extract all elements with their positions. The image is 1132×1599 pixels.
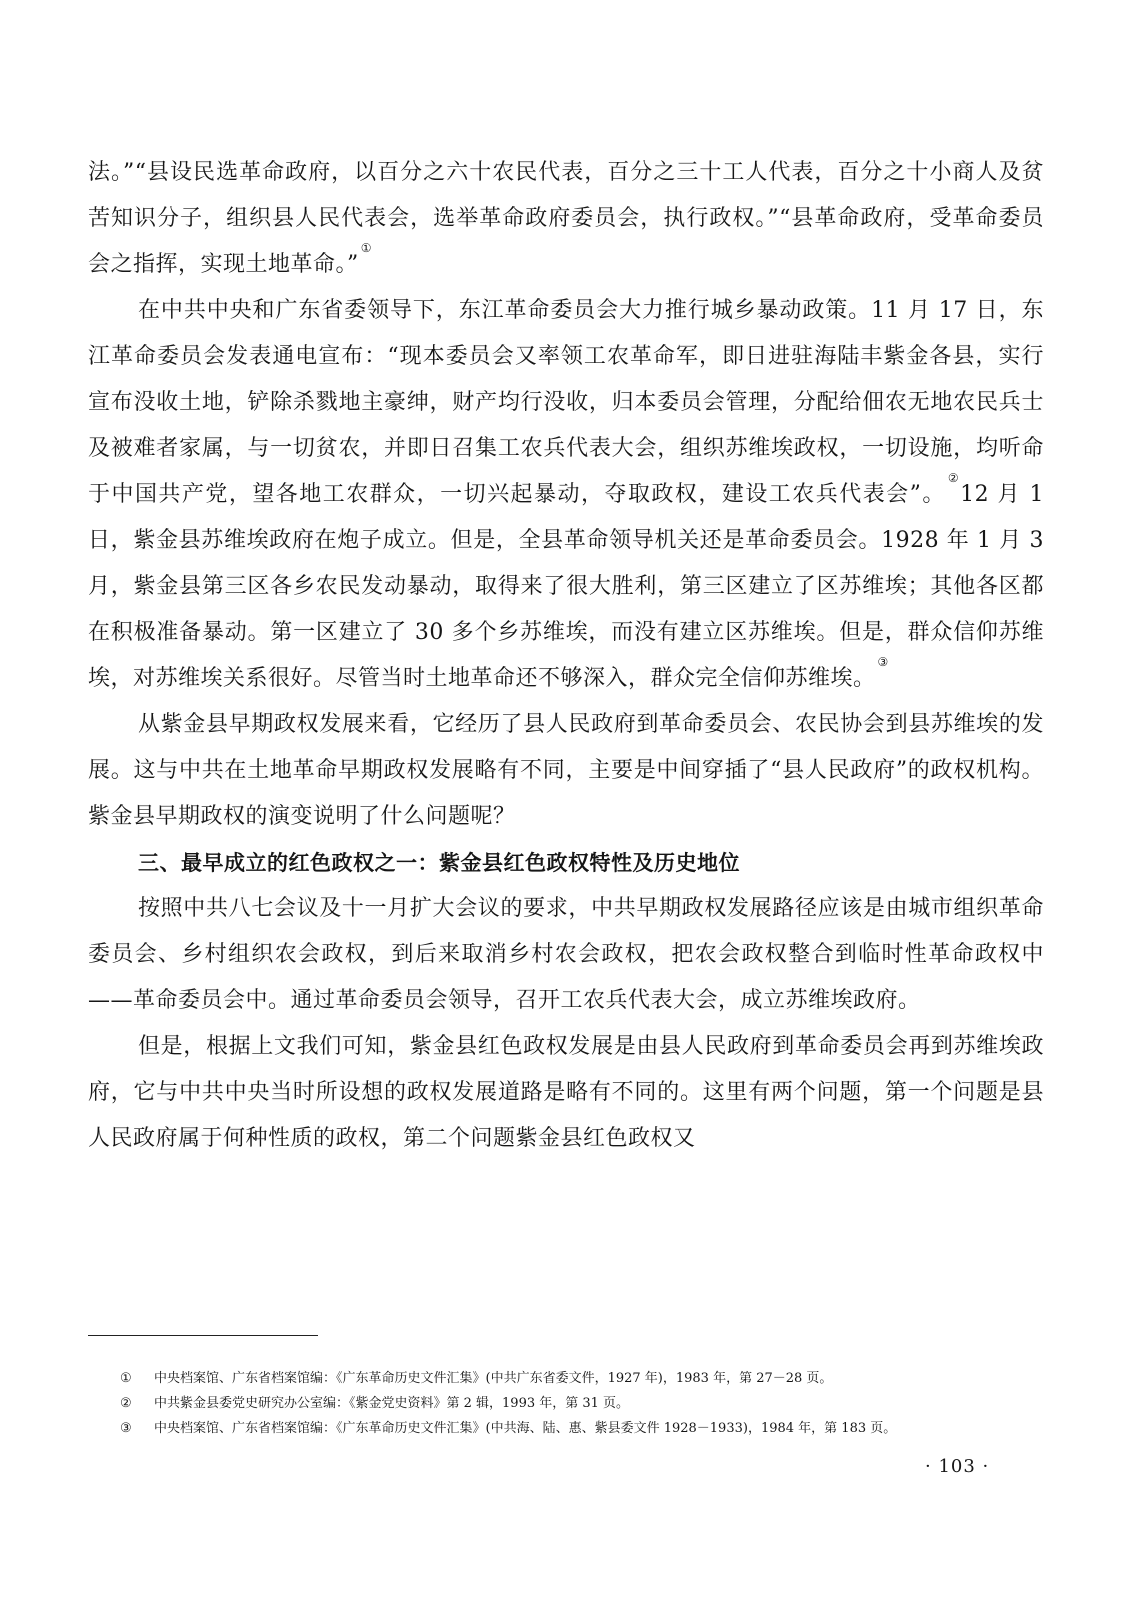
paragraph: [88, 702, 1044, 840]
paragraph-text: 按照中共八七会议及十一月扩大会议的要求，中共早期政权发展路径应该是由城市组织革命委员会、乡村组织农会政权，到后来取消乡村农会政权，把农会政权整合到临时性革命政权中——革命委员会中。通过革命委员会领导，召开工农兵代表大会，成立苏维埃政府。: [88, 896, 1044, 1013]
footnote-item: [120, 1393, 1060, 1415]
paragraph-text: 从紫金县早期政权发展来看，它经历了县人民政府到革命委员会、农民协会到县苏维埃的发展。这与中共在土地革命早期政权发展略有不同，主要是中间穿插了“县人民政府”的政权机构。紫金县早期政权的演变说明了什么问题呢？: [88, 712, 1044, 829]
footnote-mark: ②: [120, 1396, 132, 1411]
section-heading: 三、最早成立的红色政权之一：紫金县红色政权特性及历史地位: [138, 851, 740, 875]
footnote-ref: ③: [877, 655, 889, 669]
footnote-divider: [88, 1335, 318, 1336]
paragraph-continuation: [88, 150, 1044, 288]
footnote-text: 中共紫金县委党史研究办公室编：《紫金党史资料》第 2 辑，1993 年，第 31 页。: [154, 1396, 630, 1411]
footnote-item: [120, 1368, 1060, 1390]
footnote-mark: ③: [120, 1421, 132, 1436]
paragraph: [88, 1024, 1044, 1162]
paragraph-text-tail: 12 月 1 日，紫金县苏维埃政府在炮子成立。但是，全县革命领导机关还是革命委员会。1928 年 1 月 3 月，紫金县第三区各乡农民发动暴动，取得来了很大胜利，第三区建立了区苏维埃；其他各区都在积极准备暴动。第一区建立了 30 多个乡苏维埃，而没有建立区苏维埃。但是，群众信仰苏维埃，对苏维埃关系很好。尽管当时土地革命还不够深入，群众完全信仰苏维埃。: [88, 482, 1044, 691]
paragraph-text: 在中共中央和广东省委领导下，东江革命委员会大力推行城乡暴动政策。11 月 17 日，东江革命委员会发表通电宣布：“现本委员会又率领工农革命军，即日进驻海陆丰紫金各县，实行宣布没收土地，铲除杀戮地主豪绅，财产均行没收，归本委员会管理，分配给佃农无地农民兵士及被难者家属，与一切贫农，并即日召集工农兵代表大会，组织苏维埃政权，一切设施，均听命于中国共产党，望各地工农群众，一切兴起暴动，夺取政权，建设工农兵代表会”。: [88, 298, 1044, 507]
paragraph-text: 但是，根据上文我们可知，紫金县红色政权发展是由县人民政府到革命委员会再到苏维埃政府，它与中共中央当时所设想的政权发展道路是略有不同的。这里有两个问题，第一个问题是县人民政府属于何种性质的政权，第二个问题紫金县红色政权又: [88, 1034, 1044, 1151]
page-number: · 103 ·: [925, 1456, 990, 1477]
footnote-item: [120, 1418, 1060, 1440]
footnotes: [120, 1368, 1060, 1443]
paragraph-text: 法。”“县设民选革命政府，以百分之六十农民代表，百分之三十工人代表，百分之十小商人及贫苦知识分子，组织县人民代表会，选举革命政府委员会，执行政权。”“县革命政府，受革命委员会之指挥，实现土地革命。”: [88, 160, 1044, 277]
body-text: [88, 150, 1044, 1162]
footnote-text: 中央档案馆、广东省档案馆编：《广东革命历史文件汇集》(中共海、陆、惠、紫县委文件 1928－1933)，1984 年，第 183 页。: [154, 1421, 897, 1436]
footnote-ref: ①: [360, 241, 373, 255]
footnote-mark: ①: [120, 1371, 132, 1386]
paragraph: [88, 288, 1044, 702]
paragraph: [88, 886, 1044, 1024]
footnote-ref: ②: [947, 471, 961, 485]
footnote-text: 中央档案馆、广东省档案馆编：《广东革命历史文件汇集》(中共广东省委文件，1927 年)，1983 年，第 27－28 页。: [154, 1371, 833, 1386]
